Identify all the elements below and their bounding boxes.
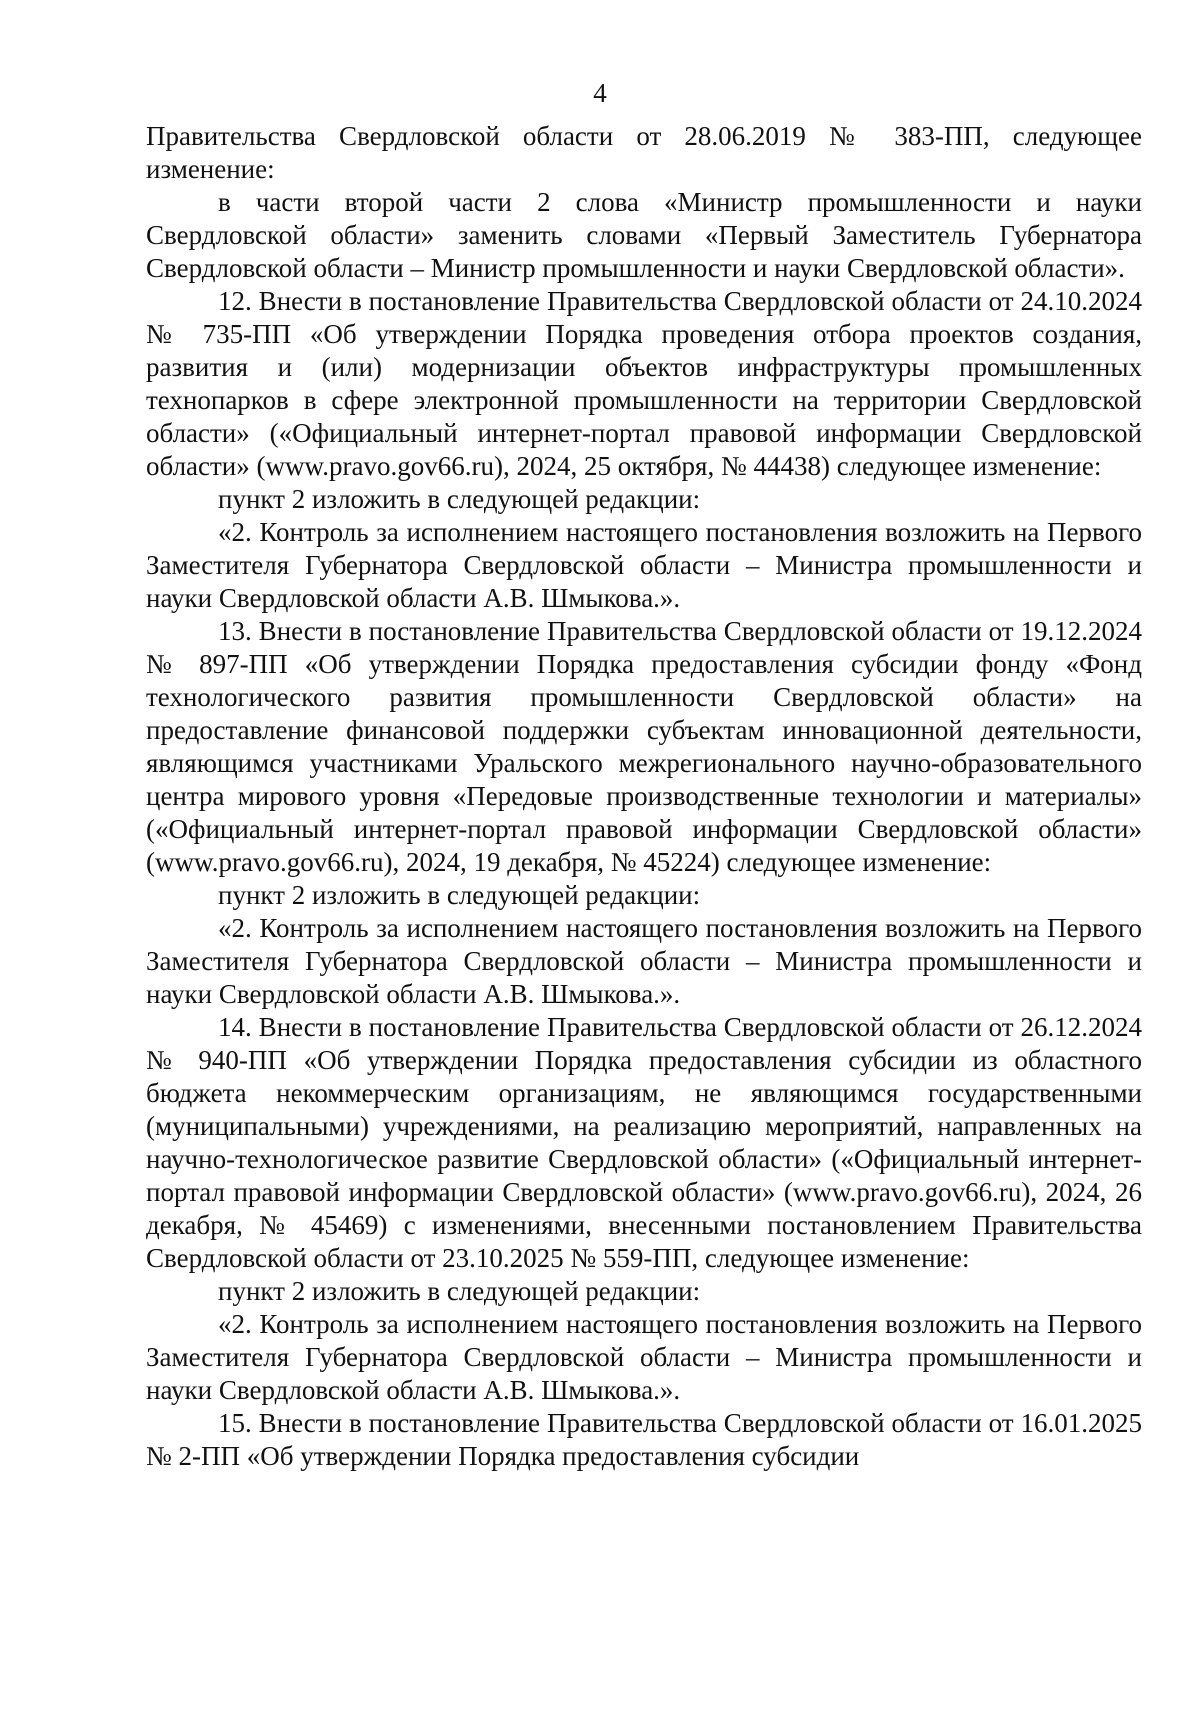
- document-body: [146, 120, 1142, 1473]
- paragraph-item-13-instruction: пункт 2 изложить в следующей редакции:: [218, 880, 701, 910]
- paragraph-item-13-new-wording: «2. Контроль за исполнением настоящего постановления возложить на Первого Заместителя Губернатора Свердловской области – Министра промышленности и науки Свердловской области А.В. Шмыкова.».: [146, 913, 1142, 1009]
- paragraph-item-12: 12. Внести в постановление Правительства Свердловской области от 24.10.2024 № 735-ПП «Об утверждении Порядка проведения отбора проектов создания, развития и (или) модернизации объектов инфраструктуры промышленных технопарков в сфере электронной промышленности на территории Свердловской области» («Официальный интернет-портал правовой информации Свердловской области» (www.pravo.gov66.ru), 2024, 25 октября, № 44438) следующее изменение:: [146, 286, 1142, 481]
- paragraph-item-12-instruction: пункт 2 изложить в следующей редакции:: [218, 484, 701, 514]
- paragraph-item-14-instruction: пункт 2 изложить в следующей редакции:: [218, 1276, 701, 1306]
- paragraph-item-14: 14. Внести в постановление Правительства Свердловской области от 26.12.2024 № 940-ПП «Об утверждении Порядка предоставления субсидии из областного бюджета некоммерческим организациям, не являющимся государственными (муниципальными) учреждениями, на реализацию мероприятий, направленных на научно-технологическое развитие Свердловской области» («Официальный интернет-портал правовой информации Свердловской области» (www.pravo.gov66.ru), 2024, 26 декабря, № 45469) с изменениями, внесенными постановлением Правительства Свердловской области от 23.10.2025 № 559-ПП, следующее изменение:: [146, 1012, 1142, 1273]
- page-number: 4: [593, 78, 607, 108]
- paragraph-item-14-new-wording: «2. Контроль за исполнением настоящего постановления возложить на Первого Заместителя Губернатора Свердловской области – Министра промышленности и науки Свердловской области А.В. Шмыкова.».: [146, 1309, 1142, 1405]
- paragraph-continuation: Правительства Свердловской области от 28.06.2019 № 383-ПП, следующее изменение:: [146, 121, 1142, 184]
- paragraph-item-12-new-wording: «2. Контроль за исполнением настоящего постановления возложить на Первого Заместителя Губернатора Свердловской области – Министра промышленности и науки Свердловской области А.В. Шмыкова.».: [146, 517, 1142, 613]
- paragraph-item-13: 13. Внести в постановление Правительства Свердловской области от 19.12.2024 № 897-ПП «Об утверждении Порядка предоставления субсидии фонду «Фонд технологического развития промышленности Свердловской области» на предоставление финансовой поддержки субъектам инновационной деятельности, являющимся участниками Уральского межрегионального научно-образовательного центра мирового уровня «Передовые производственные технологии и материалы» («Официальный интернет-портал правовой информации Свердловской области» (www.pravo.gov66.ru), 2024, 19 декабря, № 45224) следующее изменение:: [146, 616, 1142, 877]
- paragraph-amendment-text: в части второй части 2 слова «Министр промышленности и науки Свердловской области» заменить словами «Первый Заместитель Губернатора Свердловской области – Министр промышленности и науки Свердловской области».: [146, 187, 1142, 283]
- paragraph-item-15: 15. Внести в постановление Правительства Свердловской области от 16.01.2025 № 2-ПП «Об утверждении Порядка предоставления субсидии: [146, 1408, 1142, 1471]
